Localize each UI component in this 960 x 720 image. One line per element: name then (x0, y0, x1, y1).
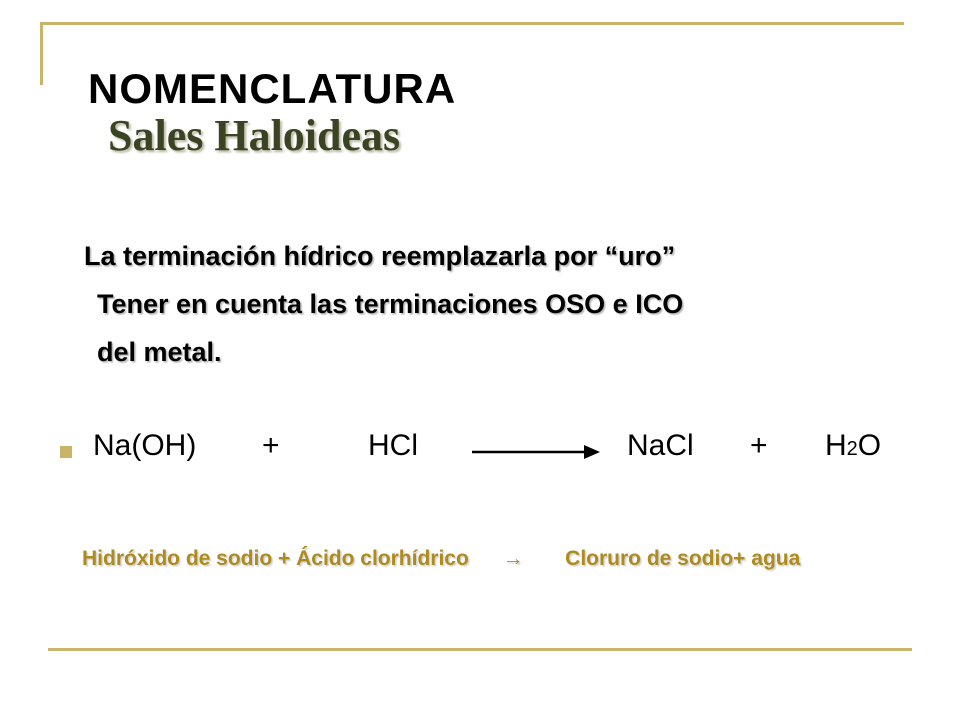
top-rule (40, 22, 904, 25)
slide-title: NOMENCLATURA (88, 65, 457, 112)
water-h: H (825, 429, 847, 462)
intro-line-2: Tener en cuenta las terminaciones OSO e ICO (97, 289, 684, 319)
intro-line-3: del metal. (97, 337, 222, 367)
intro-line-1: La terminación hídrico reemplazarla por “uro” (84, 241, 676, 271)
product-sodium-chloride: NaCl (627, 429, 694, 462)
names-arrow: → (502, 547, 524, 570)
intro-text (80, 232, 880, 376)
reactant-names: Hidróxido de sodio + Ácido clorhídrico (82, 547, 469, 570)
water-subscript: 2 (846, 438, 858, 460)
product-names: Cloruro de sodio+ agua (565, 547, 801, 570)
bottom-rule (48, 648, 912, 651)
right-arrow-icon (472, 440, 602, 464)
slide-subtitle: Sales Haloideas (108, 111, 401, 160)
square-bullet-icon (60, 446, 72, 458)
plus-sign-2: + (750, 429, 768, 462)
water-o: O (857, 429, 882, 462)
product-water (825, 424, 881, 471)
left-rule (40, 22, 43, 85)
reaction-names (82, 542, 800, 576)
reactant-hydrochloric-acid: HCl (368, 429, 418, 462)
plus-sign-1: + (262, 429, 280, 462)
reactant-sodium-hydroxide: Na(OH) (93, 429, 197, 462)
